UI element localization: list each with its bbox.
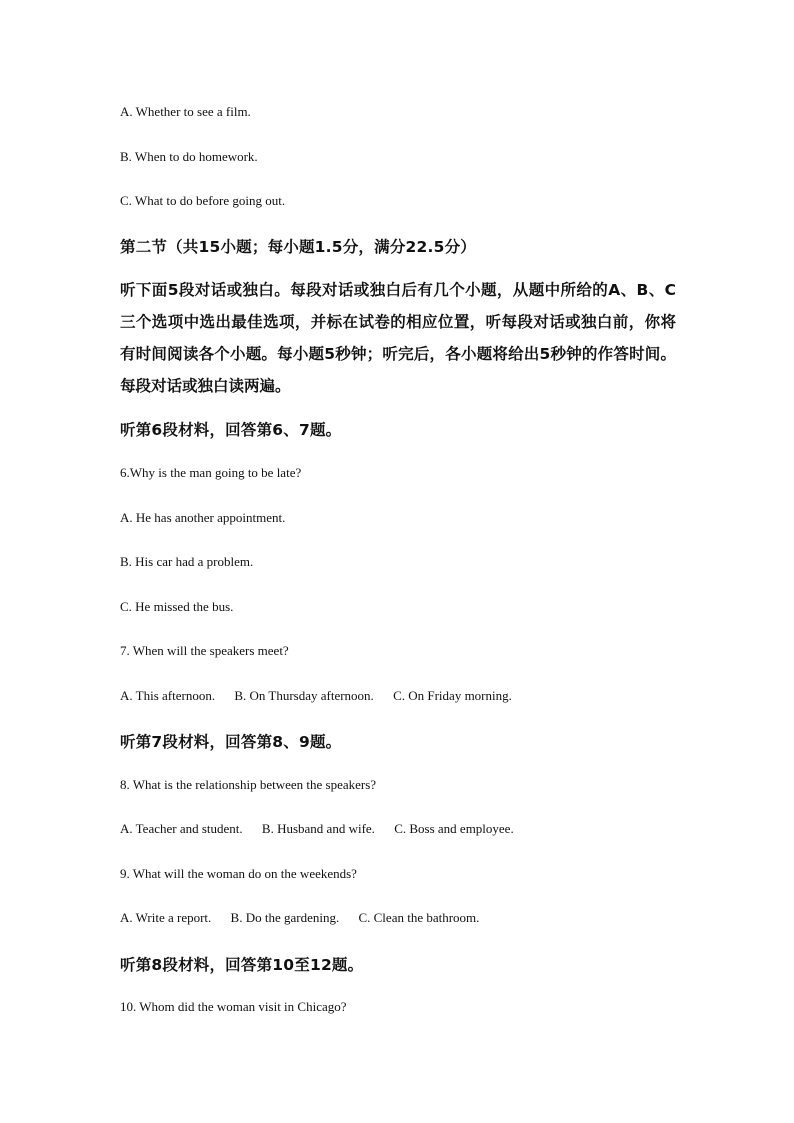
q7-option-c: C. On Friday morning. — [393, 688, 512, 703]
q10-question: 10. Whom did the woman visit in Chicago? — [120, 999, 347, 1014]
q9-option-b: B. Do the gardening. — [230, 910, 340, 925]
section2-heading: 第二节（共15小题；每小题1.5分，满分22.5分） — [120, 238, 476, 256]
q9-question: 9. What will the woman do on the weekends? — [120, 866, 357, 881]
q8-option-b: B. Husband and wife. — [261, 821, 375, 836]
section2-instructions: 听下面5段对话或独白。每段对话或独白后有几个小题，从题中所给的A、B、C三个选项中选出最佳选项，并标在试卷的相应位置，听每段对话或独白前，你将有时间阅读各个小题。每小题5秒钟；听完后，各小题将给出5秒钟的作答时间。每段对话或独白读两遍。 — [120, 281, 676, 395]
passage6-heading: 听第6段材料，回答第6、7题。 — [120, 421, 342, 439]
q7-options — [120, 688, 528, 704]
q9-option-a: A. Write a report. — [120, 910, 212, 925]
q7-question: 7. When will the speakers meet? — [120, 643, 289, 658]
q9-options — [120, 910, 495, 926]
q8-option-a: A. Teacher and student. — [120, 821, 243, 836]
q5-option-c: C. What to do before going out. — [120, 193, 286, 208]
q6-option-b: B. His car had a problem. — [120, 554, 254, 569]
q7-option-a: A. This afternoon. — [120, 688, 216, 703]
q6-question: 6.Why is the man going to be late? — [120, 465, 302, 480]
passage7-heading: 听第7段材料，回答第8、9题。 — [120, 733, 342, 751]
q7-option-b: B. On Thursday afternoon. — [234, 688, 374, 703]
q9-option-c: C. Clean the bathroom. — [358, 910, 480, 925]
q8-question: 8. What is the relationship between the speakers? — [120, 777, 377, 792]
q8-option-c: C. Boss and employee. — [394, 821, 514, 836]
q8-options — [120, 821, 530, 837]
q6-option-a: A. He has another appointment. — [120, 510, 286, 525]
passage8-heading: 听第8段材料，回答第10至12题。 — [120, 956, 364, 974]
q5-option-b: B. When to do homework. — [120, 149, 258, 164]
q6-option-c: C. He missed the bus. — [120, 599, 234, 614]
q5-option-a: A. Whether to see a film. — [120, 104, 251, 119]
